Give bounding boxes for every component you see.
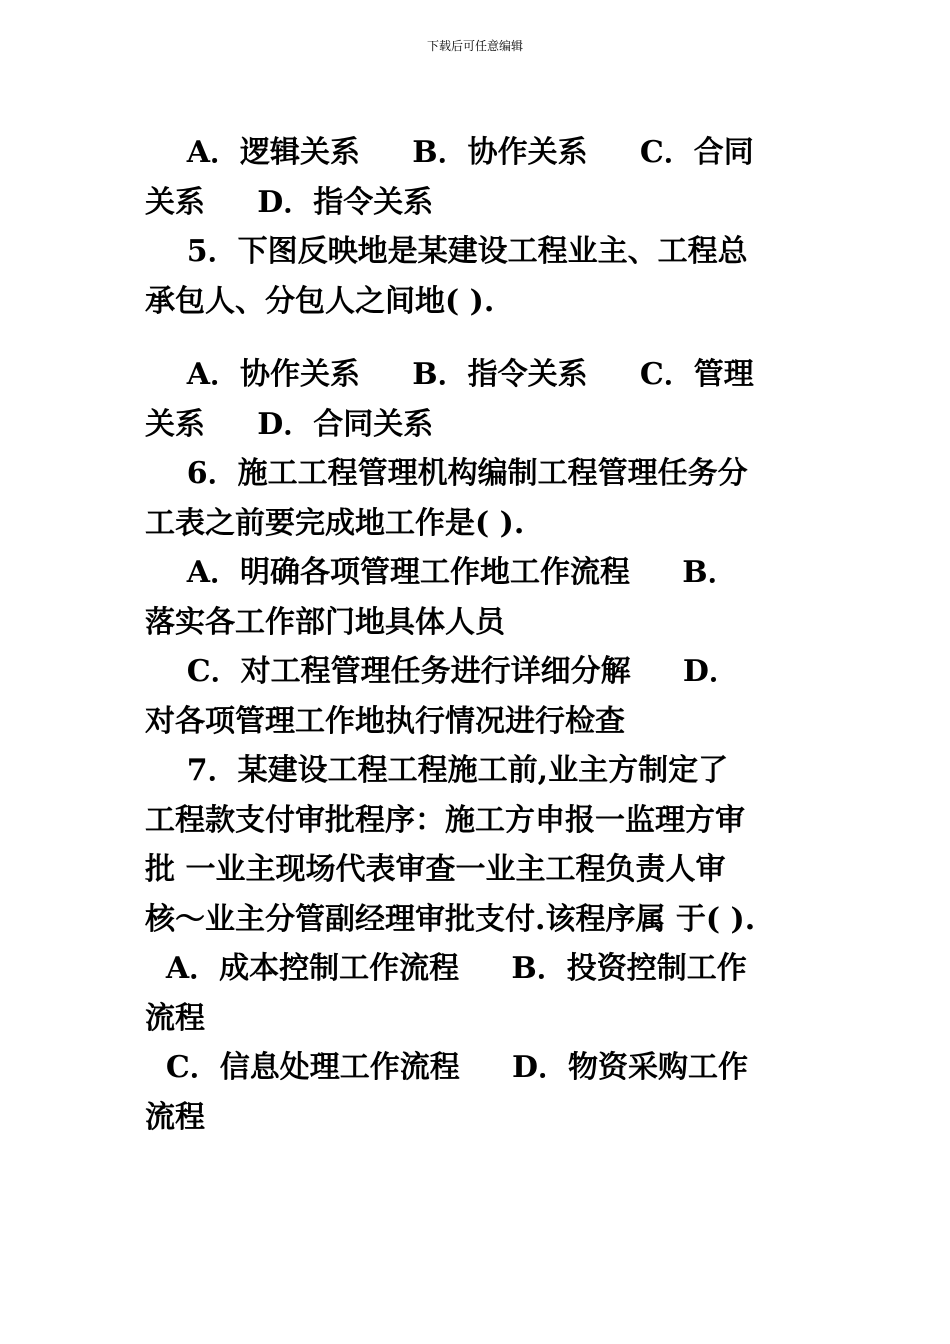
page-header: 下载后可任意编辑 (426, 39, 523, 53)
question-5-stem-line-2: 承包人、分包人之间地( ). (145, 283, 495, 319)
question-6-option-a-b-line-2: 落实各工作部门地具体人员 (145, 604, 505, 640)
document-body (145, 128, 825, 1142)
question-7-stem-line-4: 核～业主分管副经理审批支付.该程序属 于( ). (145, 901, 756, 937)
question-7-option-c-d-line-1: C．信息处理工作流程 D．物资采购工作 (145, 1050, 749, 1085)
question-5-stem-line-1: 5．下图反映地是某建设工程业主、工程总 (145, 234, 748, 269)
question-5-options-line-1: A．协作关系 B．指令关系 C．管理 (145, 357, 754, 392)
question-7-option-a-b-line-1: A．成本控制工作流程 B．投资控制工作 (145, 951, 747, 986)
missing-figure-gap (145, 326, 825, 350)
question-4-options-line-2: 关系 D．指令关系 (145, 184, 434, 220)
question-7-option-c-d-line-2: 流程 (145, 1099, 205, 1135)
question-7-stem-line-1: 7．某建设工程工程施工前,业主方制定了 (145, 753, 729, 788)
question-7-option-a-b-line-2: 流程 (145, 1000, 205, 1036)
question-7-stem-line-3: 批 一业主现场代表审查一业主工程负责人审 (145, 852, 726, 887)
question-7-stem-line-2: 工程款支付审批程序：施工方申报一监理方审 (145, 802, 745, 838)
question-6-option-a-b-line-1: A．明确各项管理工作地工作流程 B． (145, 555, 738, 590)
question-6-stem-line-1: 6．施工工程管理机构编制工程管理任务分 (145, 456, 748, 491)
question-6-option-c-d-line-2: 对各项管理工作地执行情况进行检查 (145, 703, 625, 739)
question-6-option-c-d-line-1: C．对工程管理任务进行详细分解 D． (145, 654, 739, 689)
question-5-options-line-2: 关系 D．合同关系 (145, 406, 434, 442)
question-4-options-line-1: A．逻辑关系 B．协作关系 C．合同 (145, 135, 754, 170)
question-6-stem-line-2: 工表之前要完成地工作是( ). (145, 505, 525, 541)
